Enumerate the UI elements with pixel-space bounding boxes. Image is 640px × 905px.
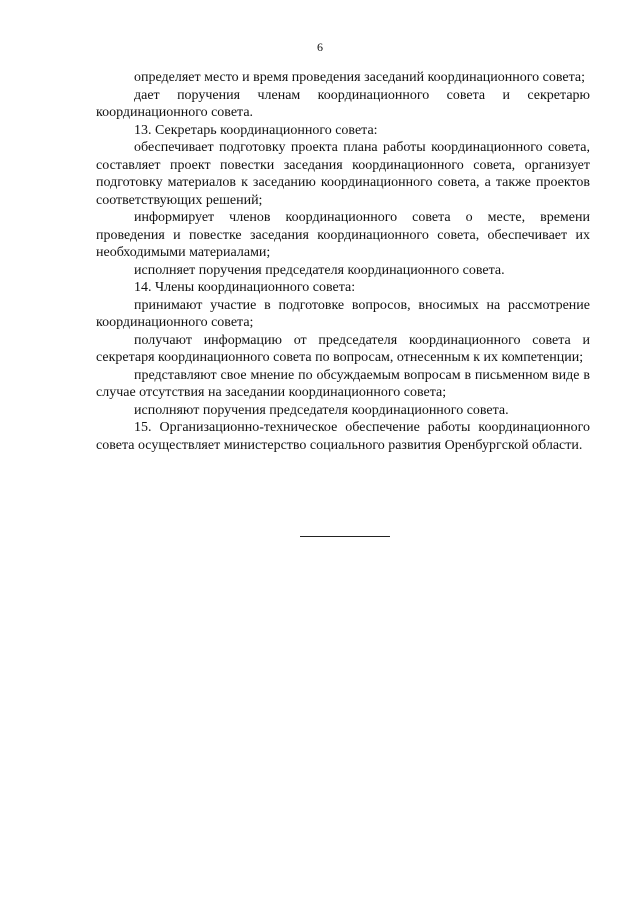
paragraph-secretary-executes-instructions: исполняет поручения председателя координационного совета. xyxy=(134,262,505,278)
section-13-heading: 13. Секретарь координационного совета: xyxy=(134,122,378,138)
paragraph-members-participate: принимают участие в подготовке вопросов, вносимых на рассмотрение координационного совета; xyxy=(96,297,590,330)
end-separator-line xyxy=(300,536,390,537)
section-15-paragraph: 15. Организационно-техническое обеспечение работы координационного совета осуществляет министерство социального развития Оренбургской области. xyxy=(96,420,590,453)
paragraph-members-present-opinion: представляют свое мнение по обсуждаемым вопросам в письменном виде в случае отсутствия на заседании координационного совета; xyxy=(96,367,590,400)
paragraph-chairman-sets-meeting: определяет место и время проведения заседаний координационного совета; xyxy=(134,70,586,85)
paragraph-members-receive-info: получают информацию от председателя координационного совета и секретаря координационного совета по вопросам, отнесенным к их компетенции; xyxy=(96,332,590,365)
paragraph-members-execute-instructions: исполняют поручения председателя координационного совета. xyxy=(134,402,509,418)
paragraph-secretary-prepares-plan: обеспечивает подготовку проекта плана работы координационного совета, составляет проект повестки заседания координационного совета, организует подготовку материалов к заседанию координационного совета, а также проектов соответствующих решений; xyxy=(96,140,590,208)
document-body xyxy=(96,69,590,454)
paragraph-chairman-gives-instructions: дает поручения членам координационного совета и секретарю координационного совета. xyxy=(96,87,590,120)
section-14-heading: 14. Члены координационного совета: xyxy=(134,280,356,295)
page-number: 6 xyxy=(317,40,323,54)
paragraph-secretary-informs-members: информирует членов координационного совета о месте, времени проведения и повестке заседания координационного совета, обеспечивает их необходимыми материалами; xyxy=(96,210,590,260)
